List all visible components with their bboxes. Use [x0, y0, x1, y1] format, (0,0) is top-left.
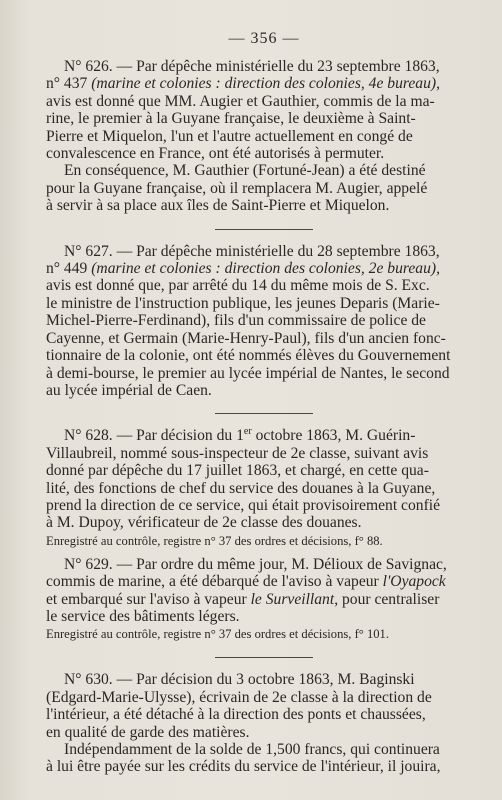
entry-629-registration: Enregistré au contrôle, registre n° 37 des ordres et décisions, f° 101. [46, 627, 390, 642]
entry-628-registration: Enregistré au contrôle, registre n° 37 des ordres et décisions, f° 88. [46, 533, 383, 548]
entry-627-line-5: Michel-Pierre-Ferdinand), fils d'un commissaire de police de [46, 312, 426, 330]
entry-627 [46, 243, 482, 400]
entry-627-line-9: au lycée impérial de Caen. [46, 381, 212, 399]
entry-628-head-text: N° 628. — Par décision du 1 [64, 427, 244, 445]
entry-629-line-2 [46, 573, 482, 590]
entry-626-ref: n° 437 [46, 75, 92, 93]
section-divider [215, 229, 313, 230]
entry-627-line-2 [46, 260, 482, 277]
entry-626-line-2 [46, 75, 482, 92]
ship-name-oyapock: l'Oyapock [382, 573, 446, 591]
page-number: — 356 — [228, 30, 300, 47]
section-divider [215, 657, 313, 658]
entry-628-line-5: prend la direction de ce service, qui était provisoirement confié [46, 496, 441, 514]
section-divider [215, 413, 313, 414]
entry-629-line-3-text: et embarqué sur l'aviso à vapeur [46, 590, 251, 608]
entry-629-line-2-text: commis de marine, a été débarqué de l'aviso à vapeur [46, 573, 383, 591]
entry-630-line-3: l'intérieur, a été détaché à la direction des ponts et chaussées, [46, 706, 426, 724]
entry-628-line-6: à M. Dupoy, vérificateur de 2e classe des douanes. [46, 514, 362, 532]
entry-630-line-4: en qualité de garde des matières. [46, 723, 250, 741]
entry-629-line-3 [46, 591, 482, 608]
entry-627-ministry: (marine et colonies : direction des colonies, 2e bureau), [91, 260, 440, 278]
ship-name-surveillant: le Surveillant [250, 590, 335, 608]
entry-628-line-3: donné par dépêche du 17 juillet 1863, et chargé, en cette qua- [46, 462, 429, 480]
entry-627-line-6: Cayenne, et Germain (Marie-Henry-Paul), fils d'un ancien fonc- [46, 329, 446, 347]
entry-627-head: N° 627. — Par dépêche ministérielle du 28 septembre 1863, [64, 242, 440, 260]
entry-629-line-3-tail: , pour centraliser [334, 590, 440, 608]
entry-626-head: N° 626. — Par dépêche ministérielle du 23 septembre 1863, [64, 58, 440, 75]
entry-628-head-sup: er [243, 426, 252, 438]
entry-627-line-7: tionnaire de la colonie, ont été nommés élèves du Gouvernement [46, 347, 451, 365]
entry-626-line-3: avis est donné que MM. Augier et Gauthier, commis de la ma- [46, 92, 435, 110]
entry-627-line-8: à demi-bourse, le premier au lycée impérial de Nantes, le second [46, 364, 450, 382]
entry-628-head-text-2: octobre 1863, M. Guérin- [251, 427, 416, 445]
entry-627-line-3: avis est donné que, par arrêté du 14 du même mois de S. Exc. [46, 277, 430, 295]
entry-628 [46, 427, 482, 549]
entry-630 [46, 671, 482, 775]
entry-630-para-2-line-2: à lui être payée sur les crédits du service de l'intérieur, il jouira, [46, 758, 441, 776]
entry-630-line-2: (Edgard-Marie-Ulysse), écrivain de 2e classe à la direction de [46, 688, 432, 706]
entry-626-para-2-line-3: à servir à sa place aux îles de Saint-Pierre et Miquelon. [46, 197, 390, 215]
entry-626-line-6: convalescence en France, ont été autorisés à permuter. [46, 145, 385, 163]
entry-628-line-2: Villaubreil, nommé sous-inspecteur de 2e classe, suivant avis [46, 444, 429, 462]
entry-626-para-2-line-1: En conséquence, M. Gauthier (Fortuné-Jean) a été destiné [64, 162, 426, 180]
entry-626-para-2-line-2: pour la Guyane française, où il remplacera M. Augier, appelé [46, 179, 428, 197]
entry-627-line-4: le ministre de l'instruction publique, les jeunes Deparis (Marie- [46, 294, 440, 312]
entry-629 [46, 556, 482, 644]
entry-628-head [46, 427, 482, 444]
entry-628-line-4: lité, des fonctions de chef du service des douanes à la Guyane, [46, 479, 436, 497]
entry-630-para-2-line-1: Indépendamment de la solde de 1,500 francs, qui continuera [64, 741, 440, 758]
entry-626-line-5: Pierre et Miquelon, l'un et l'autre actuellement en congé de [46, 127, 413, 145]
entry-626 [46, 58, 482, 215]
entry-629-head: N° 629. — Par ordre du même jour, M. Délioux de Savignac, [64, 555, 447, 573]
entry-630-head: N° 630. — Par décision du 3 octobre 1863, M. Baginski [64, 671, 415, 689]
entry-629-line-4: le service des bâtiments légers. [46, 607, 240, 625]
entry-627-ref: n° 449 [46, 260, 92, 278]
entry-626-ministry: (marine et colonies : direction des colonies, 4e bureau), [91, 75, 440, 93]
entry-626-line-4: rine, le premier à la Guyane française, le deuxième à Saint- [46, 110, 416, 128]
